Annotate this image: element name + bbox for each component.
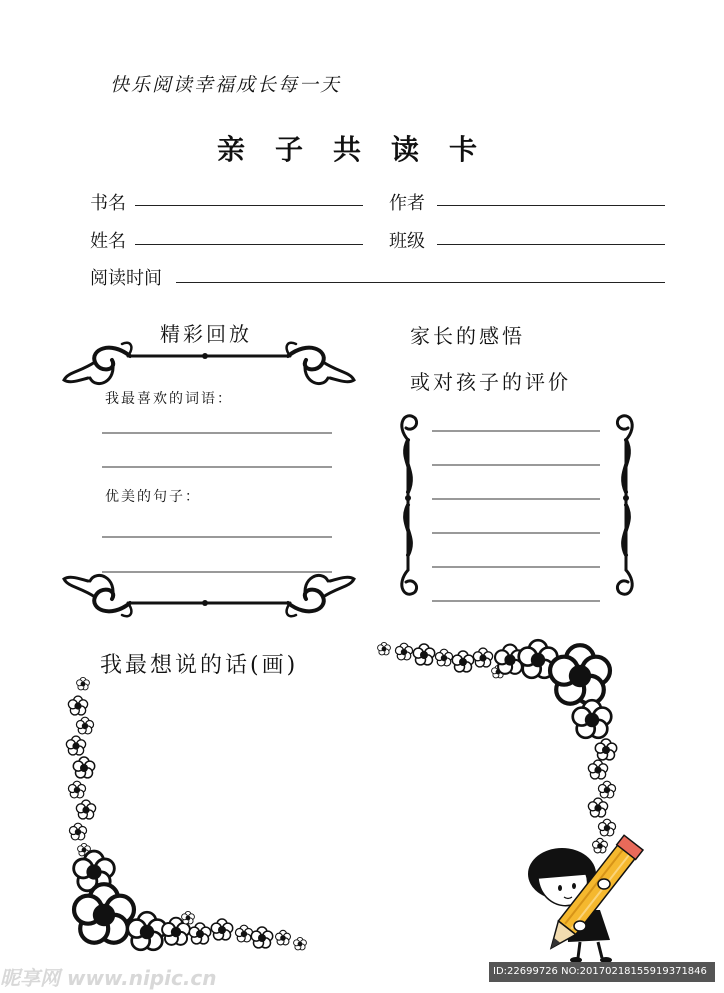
favorite-words-label: 我最喜欢的词语： (105, 391, 233, 407)
site-watermark: 昵享网 www.nipic.cn (0, 966, 217, 990)
book-name-label: 书名 (90, 193, 126, 214)
reading-time-label: 阅读时间 (90, 268, 162, 289)
class-label: 班级 (389, 231, 425, 252)
parent-title-line2: 或对孩子的评价 (410, 370, 571, 394)
parent-title-line1: 家长的感悟 (410, 324, 525, 348)
page-title: 亲子共读卡 (216, 133, 507, 166)
girl-with-pencil-illustration (528, 835, 643, 963)
name-label: 姓名 (90, 231, 126, 252)
right-flower-chain (378, 640, 617, 853)
slogan: 快乐阅读幸福成长每一天 (110, 74, 342, 96)
fine-sentences-label: 优美的句子： (105, 489, 201, 505)
left-flower-chain (66, 677, 306, 950)
image-id-bar: ID:22699726 NO:20170218155919371846 (489, 962, 715, 982)
author-label: 作者 (389, 193, 425, 214)
highlights-title: 精彩回放 (160, 322, 252, 346)
drawing-title: 我最想说的话(画) (100, 653, 299, 678)
